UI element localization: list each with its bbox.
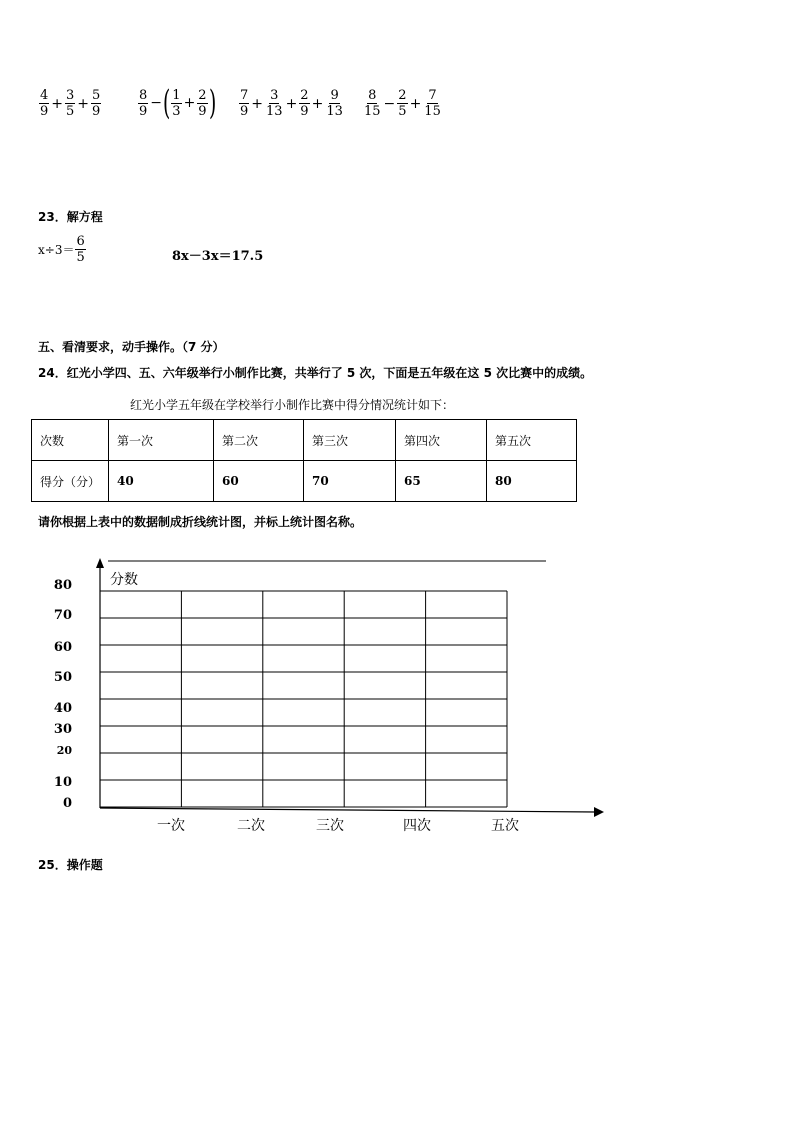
y-tick-label: 70 bbox=[53, 608, 72, 623]
fraction: $\frac{1}{3}$ bbox=[172, 87, 181, 119]
left-paren: ( bbox=[163, 83, 171, 123]
table-caption: 红光小学五年级在学校举行小制作比赛中得分情况统计如下： bbox=[130, 398, 455, 412]
expression-2: $\frac{8}{9}$ − ( $\frac{1}{3}$ + $\frac{2}{9}$ ) bbox=[139, 83, 216, 123]
fraction: $\frac{7}{9}$ bbox=[240, 88, 249, 119]
table-header-cell: 第二次 bbox=[214, 420, 304, 461]
fraction: $\frac{8}{15}$ bbox=[364, 88, 381, 119]
equation-2: 8x－3x＝17.5 bbox=[172, 249, 264, 264]
fraction: $\frac{6}{5}$ bbox=[76, 234, 85, 265]
score-cell: 60 bbox=[214, 461, 304, 502]
score-cell: 40 bbox=[109, 461, 214, 502]
y-tick-label: 30 bbox=[53, 722, 72, 737]
fraction: $\frac{3}{13}$ bbox=[266, 88, 283, 119]
blank-line-chart bbox=[0, 550, 794, 870]
table-row bbox=[32, 461, 577, 502]
expression-1: $\frac{4}{9}$ + $\frac{3}{5}$ + $\frac{5}{9}$ bbox=[40, 88, 101, 119]
fraction: $\frac{4}{9}$ bbox=[40, 88, 49, 119]
section-5-title: 五、看清要求，动手操作。（7 分） bbox=[38, 340, 225, 354]
fraction: $\frac{2}{9}$ bbox=[300, 88, 309, 119]
y-tick-label: 50 bbox=[53, 670, 72, 685]
y-tick-label: 20 bbox=[56, 744, 72, 757]
right-paren: ) bbox=[208, 83, 216, 123]
chart-instruction: 请你根据上表中的数据制成折线统计图，并标上统计图名称。 bbox=[38, 515, 363, 529]
x-axis bbox=[100, 808, 596, 812]
x-tick-label: 四次 bbox=[403, 818, 431, 834]
fraction: $\frac{2}{9}$ bbox=[198, 87, 207, 119]
table-header-cell: 第三次 bbox=[304, 420, 396, 461]
y-axis-label: 分数 bbox=[110, 572, 138, 588]
table-header-cell: 第一次 bbox=[109, 420, 214, 461]
y-tick-label: 10 bbox=[53, 775, 72, 790]
question-24-text: 24．红光小学四、五、六年级举行小制作比赛，共举行了 5 次，下面是五年级在这 5 次比赛中的成绩。 bbox=[38, 366, 593, 380]
table-header-cell: 次数 bbox=[32, 420, 109, 461]
fraction: $\frac{2}{5}$ bbox=[398, 88, 407, 119]
fraction: $\frac{3}{5}$ bbox=[66, 88, 75, 119]
table-header-row bbox=[32, 420, 577, 461]
chart-grid bbox=[100, 591, 507, 807]
score-cell: 70 bbox=[304, 461, 396, 502]
question-23-title: 23．解方程 bbox=[38, 210, 103, 224]
row-label: 得分（分） bbox=[32, 461, 109, 502]
y-tick-label: 80 bbox=[53, 578, 72, 593]
y-tick-label: 0 bbox=[62, 796, 72, 811]
expression-4: $\frac{8}{15}$ − $\frac{2}{5}$ + $\frac{7}{15}$ bbox=[364, 88, 441, 119]
x-tick-label: 二次 bbox=[237, 818, 265, 834]
x-tick-label: 三次 bbox=[316, 818, 344, 834]
expression-3: $\frac{7}{9}$ + $\frac{3}{13}$ + $\frac{2}{9}$ + $\frac{9}{13}$ bbox=[240, 88, 343, 119]
y-axis-arrow bbox=[96, 558, 104, 568]
x-tick-label: 一次 bbox=[157, 818, 185, 834]
score-cell: 65 bbox=[396, 461, 487, 502]
equation-1: x÷3＝ $\frac{6}{5}$ bbox=[38, 234, 85, 265]
fraction: $\frac{8}{9}$ bbox=[139, 87, 148, 119]
score-table bbox=[31, 419, 577, 502]
x-axis-arrow bbox=[594, 807, 604, 817]
table-header-cell: 第五次 bbox=[487, 420, 577, 461]
fraction: $\frac{5}{9}$ bbox=[92, 88, 101, 119]
score-cell: 80 bbox=[487, 461, 577, 502]
y-tick-label: 60 bbox=[53, 640, 72, 655]
fraction: $\frac{7}{15}$ bbox=[424, 88, 441, 119]
y-tick-label: 40 bbox=[53, 701, 72, 716]
x-tick-label: 五次 bbox=[491, 818, 519, 834]
question-25-title: 25．操作题 bbox=[38, 858, 103, 872]
fraction: $\frac{9}{13}$ bbox=[326, 88, 343, 119]
table-header-cell: 第四次 bbox=[396, 420, 487, 461]
